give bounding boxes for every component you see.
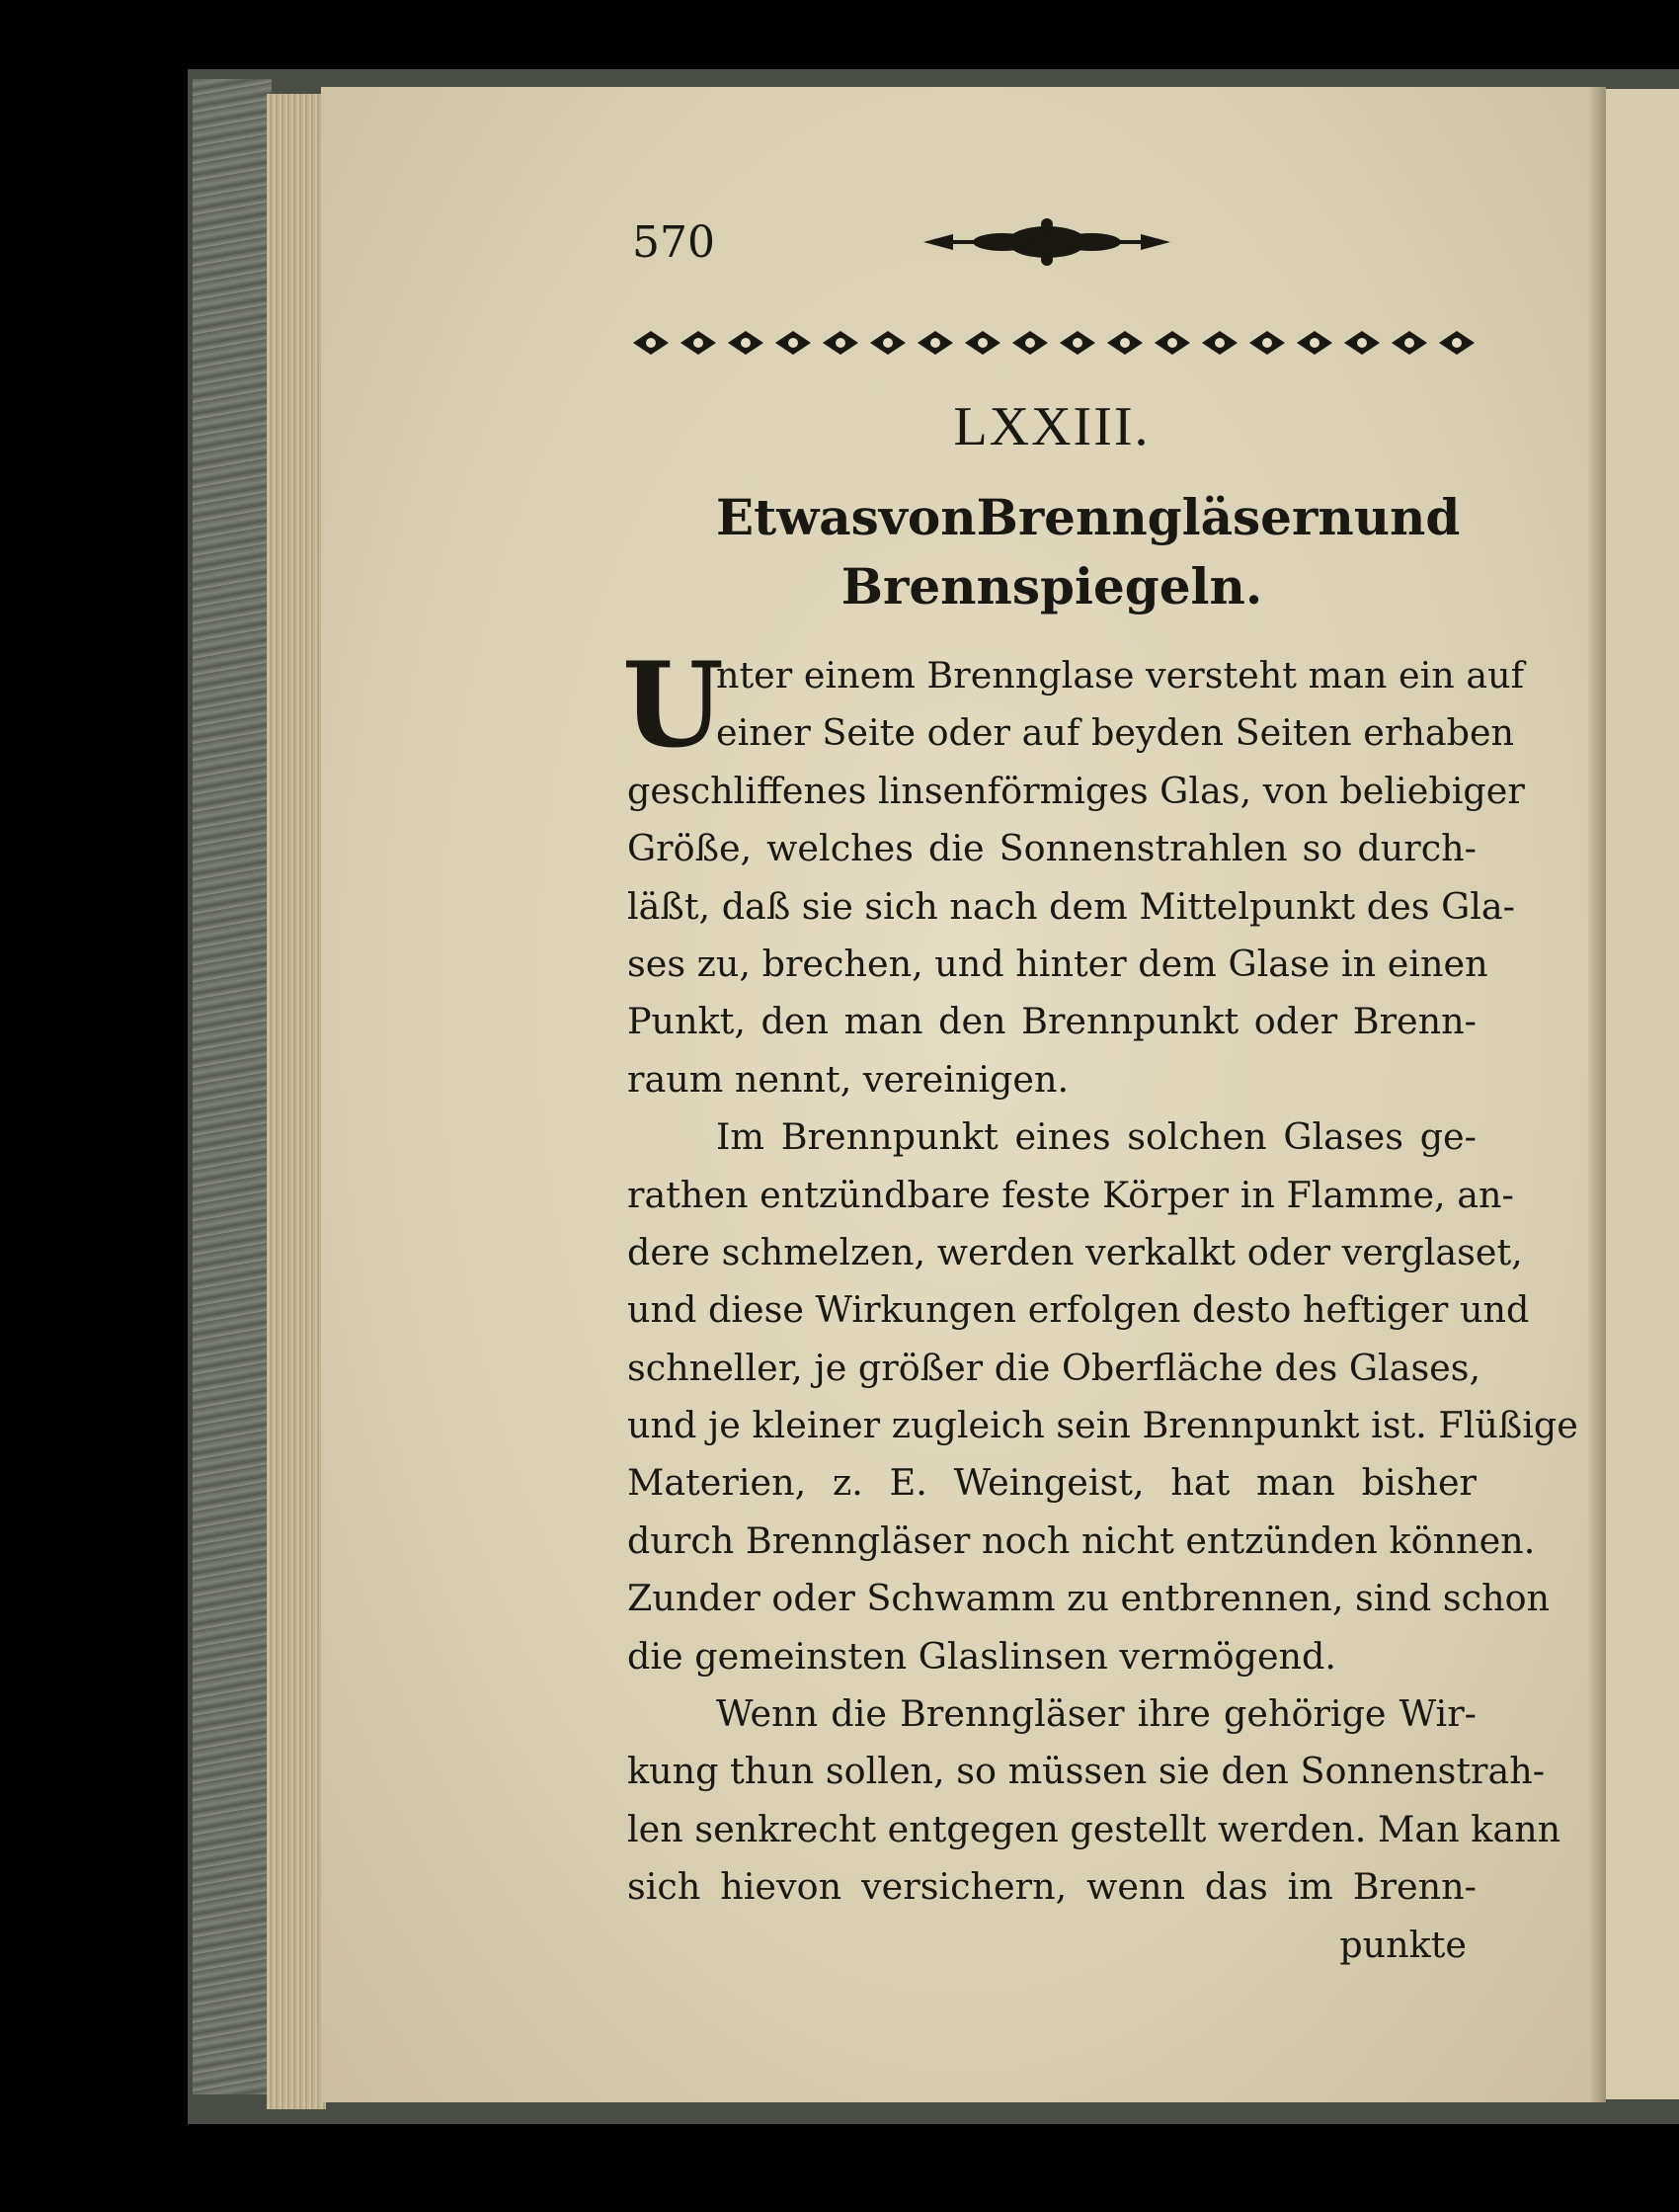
chapter-number: LXXIII. (953, 396, 1151, 457)
chapter-title (627, 483, 1477, 621)
text-line: läßt, daß sie sich nach dem Mittelpunkt des Gla- (627, 884, 1516, 928)
ornamental-rule-icon (627, 323, 1477, 363)
header-vignette-icon (914, 212, 1180, 272)
running-header (627, 212, 1477, 282)
text-line: und je kleiner zugleich sein Brennpunkt ist. Flüßige (627, 1404, 1578, 1447)
text-line: Punkt, den man den Brennpunkt oder Brenn- (627, 1000, 1477, 1043)
title-word: Brenngläsern (976, 488, 1354, 546)
text-line: durch Brenngläser noch nicht entzünden können. (627, 1518, 1536, 1562)
page-content (622, 212, 1578, 1974)
title-word: von (878, 488, 977, 546)
text-line: len senkrecht entgegen gestellt werden. Man kann (627, 1807, 1561, 1850)
text-line: schneller, je größer die Oberfläche des Glases, (627, 1346, 1481, 1389)
text-line: Wenn die Brenngläser ihre gehörige Wir- (716, 1692, 1477, 1736)
title-line-1 (627, 483, 1477, 552)
facing-page-edge (1606, 89, 1679, 2099)
text-line: geschliffenes linsenförmiges Glas, von beliebiger (627, 769, 1525, 812)
marbled-cover (193, 79, 272, 2094)
text-line: sich hievon versichern, wenn das im Brenn- (627, 1865, 1477, 1909)
catchword: punkte (1339, 1923, 1467, 1966)
text-line: Größe, welches die Sonnenstrahlen so durch- (627, 827, 1477, 870)
text-line: rathen entzündbare feste Körper in Flamme, an- (627, 1173, 1514, 1216)
text-line: nter einem Brennglase versteht man ein auf (716, 654, 1525, 696)
text-line: Materien, z. E. Weingeist, hat man bisher (627, 1461, 1477, 1505)
title-word: und (1353, 488, 1461, 546)
body-text (622, 636, 1578, 1974)
text-line: ses zu, brechen, und hinter dem Glase in einen (627, 942, 1488, 985)
text-line: Im Brennpunkt eines solchen Glases ge- (716, 1115, 1477, 1159)
page-gutter (1588, 87, 1606, 2102)
text-line: kung thun sollen, so müssen sie den Sonnenstrah- (627, 1750, 1546, 1793)
paragraph-1 (622, 636, 1525, 1108)
text-line: raum nennt, vereinigen. (627, 1057, 1070, 1101)
paragraph-3 (627, 1685, 1561, 1917)
page-number: 570 (632, 217, 715, 268)
text-line: einer Seite oder auf beyden Seiten erhaben (716, 711, 1515, 755)
text-line: dere schmelzen, werden verkalkt oder verglaset, (627, 1230, 1523, 1273)
paragraph-2 (627, 1108, 1578, 1685)
drop-capital: U (622, 636, 724, 774)
title-line-2: Brennspiegeln. (840, 557, 1263, 615)
text-line: und diese Wirkungen erfolgen desto heftiger und (627, 1288, 1530, 1332)
text-line: die gemeinsten Glaslinsen vermögend. (627, 1634, 1337, 1678)
title-word: Etwas (716, 488, 879, 546)
page-edges (267, 94, 326, 2109)
text-line: Zunder oder Schwamm zu entbrennen, sind schon (627, 1577, 1551, 1620)
